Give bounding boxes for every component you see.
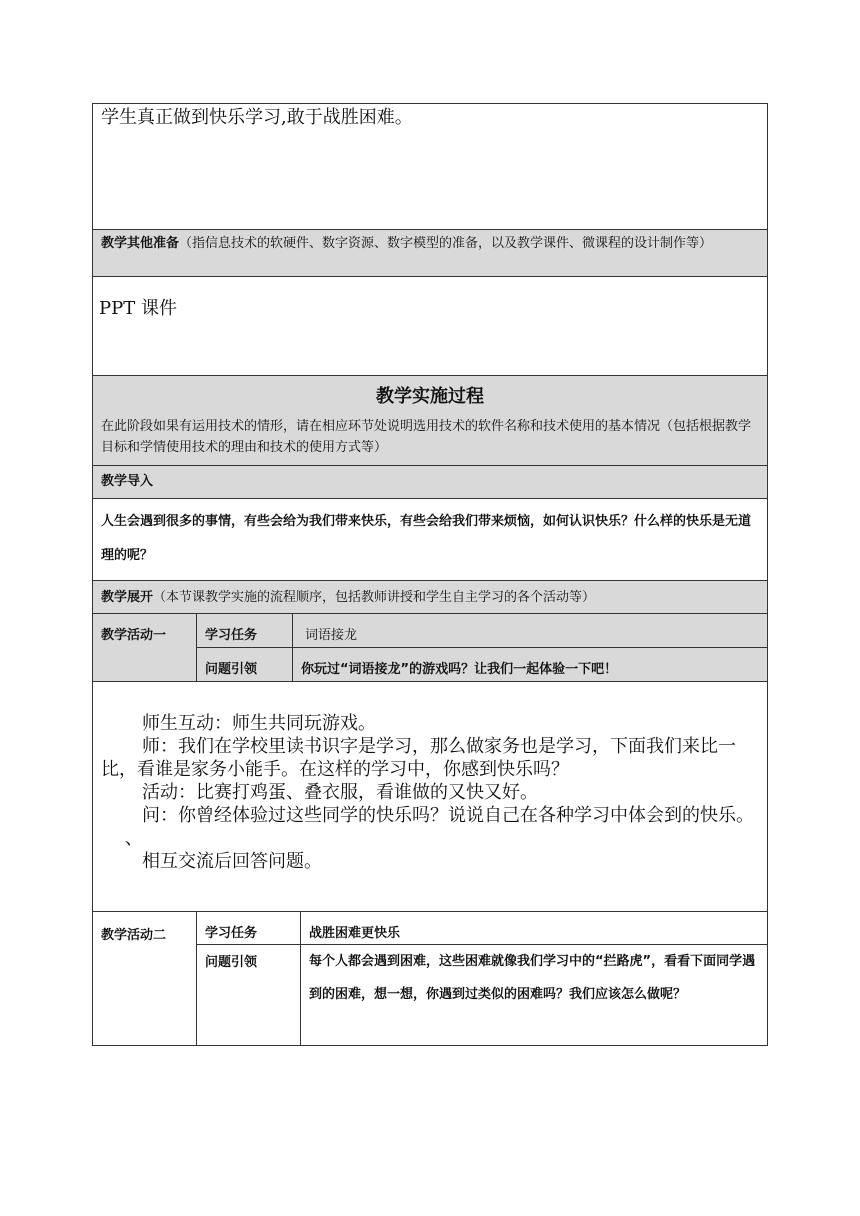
activity1-guide: 你玩过“词语接龙”的游戏吗？让我们一起体验一下吧！ xyxy=(293,648,767,681)
expand-label: 教学展开 xyxy=(101,590,154,605)
goal-cell xyxy=(92,103,768,229)
activity1-line-1: 师生互动：师生共同玩游戏。 xyxy=(142,713,376,734)
activity1-line-2: 师：我们在学校里读书识字是学习，那么做家务也是学习，下面我们来比一比，看谁是家务小能手。在这样的学习中，你感到快乐吗？ xyxy=(101,736,736,780)
activity1-guide-label: 问题引领 xyxy=(197,648,293,681)
process-title: 教学实施过程 xyxy=(376,386,484,407)
expand-header xyxy=(92,580,768,613)
activity2-label: 教学活动二 xyxy=(93,912,197,1045)
intro-header xyxy=(92,465,768,498)
activity1-task: 词语接龙 xyxy=(293,614,767,647)
activity1-line-3: 活动：比赛打鸡蛋、叠衣服，看谁做的又快又好。 xyxy=(142,782,538,803)
expand-note: （本节课教学实施的流程顺序，包括教师讲授和学生自主学习的各个活动等） xyxy=(153,590,596,605)
intro-label: 教学导入 xyxy=(101,474,154,489)
activity1-line-4: 问：你曾经体验过这些同学的快乐吗？说说自己在各种学习中体会到的快乐。 、 xyxy=(101,805,754,849)
other-prep-content: PPT 课件 xyxy=(99,298,177,319)
activity1-content-cell xyxy=(92,681,768,911)
activity2-task-label: 学习任务 xyxy=(197,912,301,944)
activity1-line-5: 相互交流后回答问题。 xyxy=(142,851,322,872)
lesson-plan-table xyxy=(92,103,768,1046)
other-prep-content-cell xyxy=(92,276,768,375)
other-prep-label: 教学其他准备 xyxy=(101,236,180,251)
intro-content: 人生会遇到很多的事情，有些会给为我们带来快乐，有些会给我们带来烦恼，如何认识快乐？什么样的快乐是无道理的呢？ xyxy=(101,514,752,563)
activity2-row xyxy=(92,911,768,1046)
activity1-label: 教学活动一 xyxy=(93,614,197,681)
other-prep-header xyxy=(92,229,768,276)
intro-content-cell xyxy=(92,498,768,580)
activity1-row xyxy=(92,613,768,681)
other-prep-note: （指信息技术的软硬件、数字资源、数字模型的准备，以及教学课件、微课程的设计制作等） xyxy=(179,236,713,251)
activity1-task-label: 学习任务 xyxy=(197,614,293,647)
activity2-guide-label: 问题引领 xyxy=(197,945,301,1045)
activity2-task: 战胜困难更快乐 xyxy=(309,926,401,941)
process-header xyxy=(92,375,768,465)
activity2-guide: 每个人都会遇到困难，这些困难就像我们学习中的“拦路虎”，看看下面同学遇到的困难，想一想，你遇到过类似的困难吗？我们应该怎么做呢？ xyxy=(309,954,756,1002)
process-desc: 在此阶段如果有运用技术的情形，请在相应环节处说明选用技术的软件名称和技术使用的基本情况（包括根据教学目标和学情使用技术的理由和技术的使用方式等） xyxy=(101,419,752,455)
goal-text: 学生真正做到快乐学习,敢于战胜困难。 xyxy=(101,107,413,128)
